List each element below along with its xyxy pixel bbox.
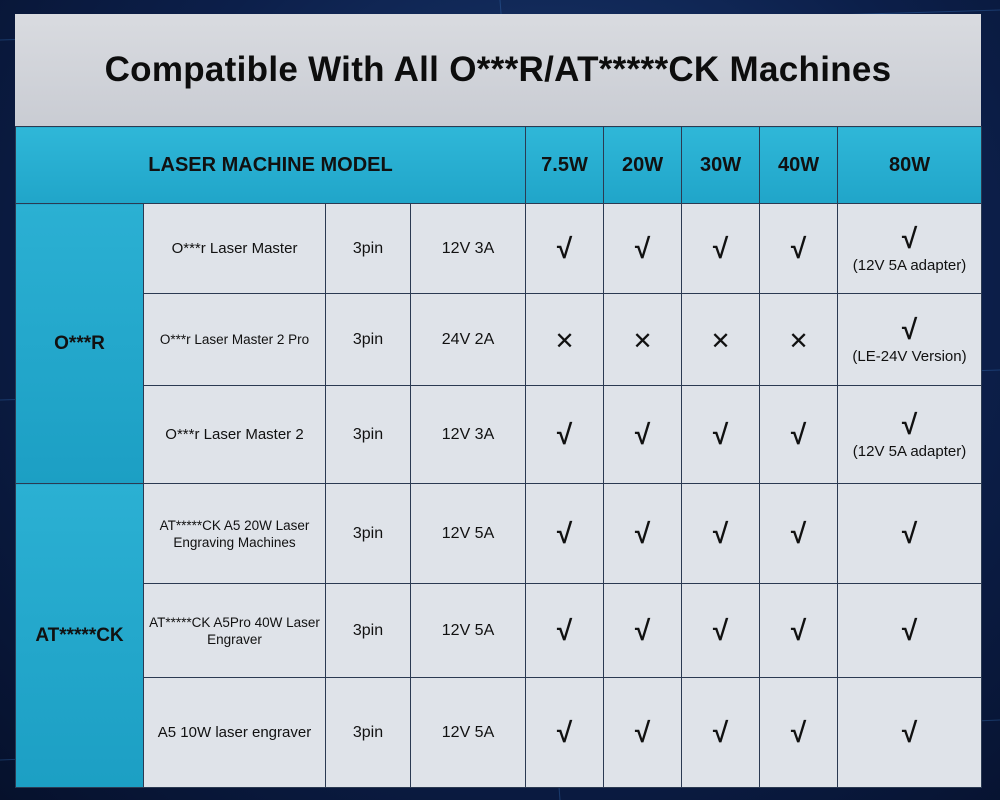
cross-icon: ✕: [710, 327, 731, 355]
table-row: [16, 204, 982, 294]
adapter-note: (LE-24V Version): [852, 348, 967, 365]
model-name-cell: O***r Laser Master 2: [144, 386, 326, 484]
compat-cell: [838, 294, 982, 386]
compat-cell: [682, 204, 760, 294]
check-icon: √: [790, 517, 807, 549]
compat-cell: [604, 204, 682, 294]
compat-cell: [682, 678, 760, 788]
power-header-20w: 20W: [604, 127, 682, 204]
voltage-cell: 24V 2A: [411, 294, 526, 386]
pin-cell: 3pin: [326, 294, 411, 386]
compat-cell: [838, 204, 982, 294]
check-icon: √: [901, 614, 918, 646]
check-icon: √: [790, 232, 807, 264]
compat-cell: [604, 678, 682, 788]
table-row: [16, 584, 982, 678]
compat-cell: [682, 484, 760, 584]
model-name-cell: A5 10W laser engraver: [144, 678, 326, 788]
compat-cell: [526, 484, 604, 584]
check-icon: √: [712, 614, 729, 646]
compatibility-table: [15, 126, 982, 788]
check-icon: √: [556, 418, 573, 450]
compat-cell: [604, 386, 682, 484]
title-bar: [15, 14, 981, 126]
compat-cell: [682, 584, 760, 678]
cross-icon: ✕: [632, 327, 653, 355]
model-name-cell: O***r Laser Master 2 Pro: [144, 294, 326, 386]
pin-cell: 3pin: [326, 678, 411, 788]
check-icon: √: [790, 614, 807, 646]
model-column-header: LASER MACHINE MODEL: [16, 127, 526, 204]
compat-cell: [526, 204, 604, 294]
table-row: [16, 678, 982, 788]
compat-cell: [682, 386, 760, 484]
check-icon: √: [712, 232, 729, 264]
compat-cell: [760, 584, 838, 678]
check-icon: √: [634, 418, 651, 450]
check-icon: √: [901, 314, 918, 345]
voltage-cell: 12V 5A: [411, 484, 526, 584]
compat-cell: [760, 484, 838, 584]
check-icon: √: [790, 418, 807, 450]
adapter-note: (12V 5A adapter): [852, 443, 967, 460]
check-icon: √: [901, 223, 918, 254]
compat-cell: [604, 484, 682, 584]
power-header-7-5w: 7.5W: [526, 127, 604, 204]
compat-cell: [760, 386, 838, 484]
compat-cell: [838, 386, 982, 484]
voltage-cell: 12V 5A: [411, 584, 526, 678]
check-icon: √: [556, 517, 573, 549]
compat-cell: [682, 294, 760, 386]
pin-cell: 3pin: [326, 204, 411, 294]
check-icon: √: [634, 517, 651, 549]
compat-cell: [838, 584, 982, 678]
cross-icon: ✕: [554, 327, 575, 355]
check-icon: √: [790, 716, 807, 748]
compat-cell: [838, 678, 982, 788]
table-body: [16, 204, 982, 788]
brand-cell: O***R: [16, 204, 144, 484]
table-header: [16, 127, 982, 204]
compat-cell: [760, 294, 838, 386]
compat-cell: [526, 386, 604, 484]
model-name-cell: AT*****CK A5 20W Laser Engraving Machines: [144, 484, 326, 584]
check-icon: √: [556, 716, 573, 748]
check-icon: √: [556, 614, 573, 646]
check-icon: √: [901, 517, 918, 549]
power-header-40w: 40W: [760, 127, 838, 204]
power-header-80w: 80W: [838, 127, 982, 204]
brand-cell: AT*****CK: [16, 484, 144, 788]
compatibility-panel: [15, 14, 981, 788]
check-icon: √: [901, 409, 918, 440]
check-icon: √: [712, 716, 729, 748]
compat-cell: [760, 204, 838, 294]
table-row: [16, 294, 982, 386]
pin-cell: 3pin: [326, 386, 411, 484]
page-title: Compatible With All O***R/AT*****CK Machines: [104, 50, 892, 89]
cross-icon: ✕: [788, 327, 809, 355]
check-icon: √: [556, 232, 573, 264]
power-header-30w: 30W: [682, 127, 760, 204]
check-icon: √: [712, 517, 729, 549]
table-row: [16, 386, 982, 484]
pin-cell: 3pin: [326, 584, 411, 678]
voltage-cell: 12V 3A: [411, 386, 526, 484]
pin-cell: 3pin: [326, 484, 411, 584]
compat-cell: [526, 678, 604, 788]
model-name-cell: AT*****CK A5Pro 40W Laser Engraver: [144, 584, 326, 678]
compat-cell: [760, 678, 838, 788]
compat-cell: [604, 294, 682, 386]
check-icon: √: [634, 716, 651, 748]
model-name-cell: O***r Laser Master: [144, 204, 326, 294]
check-icon: √: [712, 418, 729, 450]
compat-cell: [526, 584, 604, 678]
adapter-note: (12V 5A adapter): [852, 257, 967, 274]
voltage-cell: 12V 5A: [411, 678, 526, 788]
check-icon: √: [634, 232, 651, 264]
compat-cell: [526, 294, 604, 386]
compat-cell: [838, 484, 982, 584]
check-icon: √: [634, 614, 651, 646]
check-icon: √: [901, 716, 918, 748]
table-row: [16, 484, 982, 584]
voltage-cell: 12V 3A: [411, 204, 526, 294]
compat-cell: [604, 584, 682, 678]
